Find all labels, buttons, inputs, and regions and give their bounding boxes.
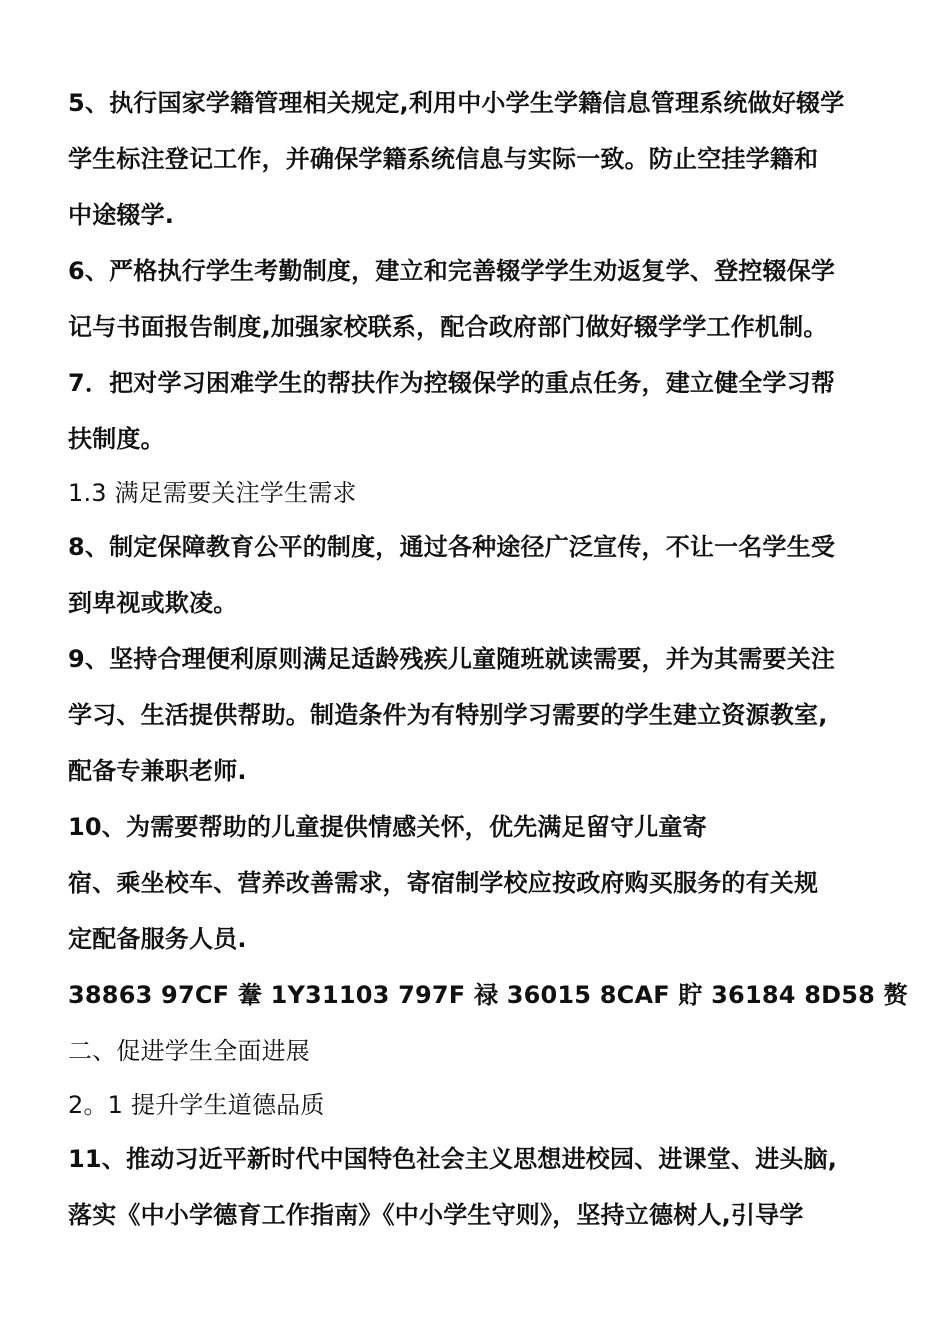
section-heading-2-1: 2。1 提升学生道德品质 [68,1091,325,1119]
text-line-item9-c: 配备专兼职老师. [68,757,247,785]
text-line-item11-a: 11、推动习近平新时代中国特色社会主义思想进校园、进课堂、进头脑, [68,1145,838,1173]
text-line-item10-c: 定配备服务人员. [68,925,247,953]
section-heading-2: 二、促进学生全面进展 [68,1037,310,1065]
section-heading-1-3: 1.3 满足需要关注学生需求 [68,479,357,507]
text-line-item10-b: 宿、乘坐校车、营养改善需求，寄宿制学校应按政府购买服务的有关规 [68,869,819,897]
text-line-item9-a: 9、坚持合理便利原则满足适龄残疾儿童随班就读需要，并为其需要关注 [68,645,836,673]
text-line-item6-b: 记与书面报告制度,加强家校联系，配合政府部门做好辍学学工作机制。 [68,313,828,341]
text-line-item5-c: 中途辍学. [68,201,175,229]
text-line-item8-b: 到卑视或欺凌。 [68,589,238,617]
text-line-item8-a: 8、制定保障教育公平的制度，通过各种途径广泛宣传，不让一名学生受 [68,533,836,561]
text-line-item6-a: 6、严格执行学生考勤制度，建立和完善辍学学生劝返复学、登控辍保学 [68,257,836,285]
text-line-item9-b: 学习、生活提供帮助。制造条件为有特别学习需要的学生建立资源教室, [68,701,828,729]
text-line-item7-b: 扶制度。 [68,425,165,453]
text-line-item10-a: 10、为需要帮助的儿童提供情感关怀，优先满足留守儿童寄 [68,813,707,841]
text-line-item5-a: 5、执行国家学籍管理相关规定,利用中小学生学籍信息管理系统做好辍学 [68,89,845,117]
text-line-item11-b: 落实《中小学德育工作指南》《中小学生守则》，坚持立德树人,引导学 [68,1201,804,1229]
text-line-code-row: 38863 97CF 韏 1Y31103 797F 禄 36015 8CAF 貯 36184 8D58 赘 [68,981,908,1009]
text-line-item5-b: 学生标注登记工作，并确保学籍系统信息与实际一致。防止空挂学籍和 [68,145,819,173]
text-line-item7-a: 7．把对学习困难学生的帮扶作为控辍保学的重点任务，建立健全学习帮 [68,369,836,397]
